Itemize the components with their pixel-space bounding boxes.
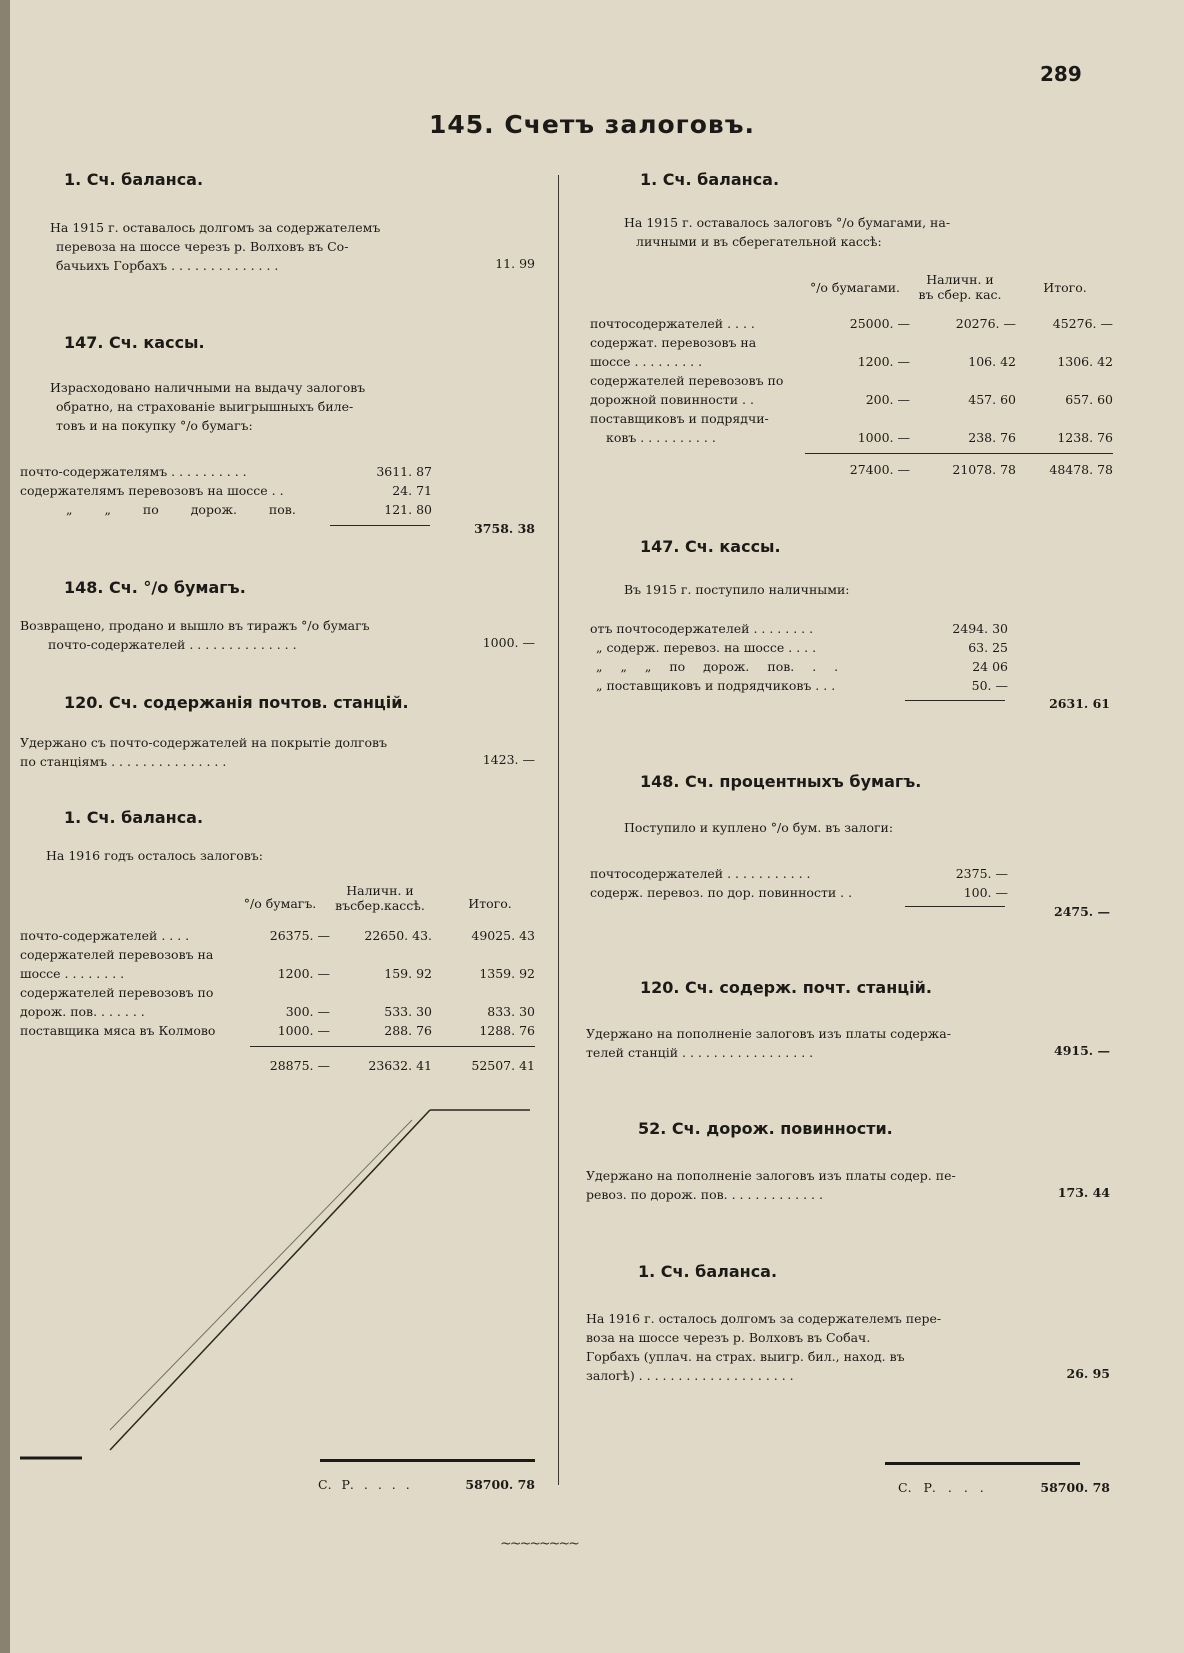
- left-s5-row-c3: 1359. 92: [479, 966, 535, 981]
- right-s1-table-rule: [805, 453, 1113, 454]
- right-s5-text: Удержано на пополненіе залоговъ изъ платы содер. пе- ревоз. по дорож. пов. . . . . . . . . . . . .: [586, 1168, 956, 1202]
- left-s5-row-c2: 288. 76: [384, 1023, 432, 1038]
- left-footer-label: С. Р. . . . .: [318, 1477, 410, 1492]
- right-footer-label: С. Р. . . .: [898, 1480, 984, 1495]
- left-s2-row-label: содержателямъ перевозовъ на шоссе . .: [20, 483, 284, 498]
- right-s1-row-label: содержателей перевозовъ по: [590, 373, 784, 388]
- left-s5-row-c2: 533. 30: [384, 1004, 432, 1019]
- right-s4-amount: 4915. —: [1054, 1043, 1110, 1058]
- left-s5-total-c3: 52507. 41: [471, 1058, 535, 1073]
- left-s5-row-c2: 159. 92: [384, 966, 432, 981]
- page-ornament: ~~~~~~~~: [500, 1536, 578, 1552]
- right-s1-row-label-cont: шоссе . . . . . . . . .: [590, 354, 703, 369]
- left-s5-total-c1: 28875. —: [269, 1058, 330, 1073]
- left-s5-row-c3: 1288. 76: [479, 1023, 535, 1038]
- right-s3-total: 2475. —: [1054, 904, 1110, 919]
- right-s2-row-value: 24 06: [972, 659, 1008, 674]
- left-s2-row-value: 3611. 87: [376, 464, 432, 479]
- right-s1-row-label: содержат. перевозовъ на: [590, 335, 757, 350]
- right-s4-text: Удержано на пополненіе залоговъ изъ платы содержа- телей станцій . . . . . . . . . . . . . . . . .: [586, 1026, 951, 1060]
- left-s5-col2-header: Наличн. и въсбер.кассѣ.: [335, 883, 425, 913]
- right-s1-row-c1: 25000. —: [849, 316, 910, 331]
- right-s1-text: На 1915 г. оставалось залоговъ °/о бумагами, на- личными и въ сберегательной кассѣ:: [624, 215, 951, 249]
- left-s5-row-label: содержателей перевозовъ на: [20, 947, 214, 962]
- page-number: 289: [1040, 62, 1082, 86]
- right-s1-row-c2: 20276. —: [955, 316, 1016, 331]
- right-s2-subtotal-rule: [905, 700, 1005, 701]
- left-s5-total-c2: 23632. 41: [368, 1058, 432, 1073]
- right-s6-amount: 26. 95: [1066, 1366, 1110, 1381]
- right-s1-total-c2: 21078. 78: [952, 462, 1016, 477]
- left-footer-rule: [320, 1459, 535, 1462]
- right-s1-total-c3: 48478. 78: [1049, 462, 1113, 477]
- left-s3-text: Возвращено, продано и вышло въ тиражъ °/о бумагъ почто-содержателей . . . . . . . . . . . . . .: [20, 618, 370, 652]
- left-s2-heading: 147. Сч. кассы.: [64, 333, 205, 352]
- right-s2-row-label: „ поставщиковъ и подрядчиковъ . . .: [596, 678, 836, 693]
- right-s1-row-c1: 200. —: [865, 392, 910, 407]
- right-s1-row-label: почтосодержателей . . . .: [590, 316, 755, 331]
- left-s5-col1-header: °/о бумагъ.: [243, 896, 317, 911]
- right-s1-row-label: поставщиковъ и подрядчи-: [590, 411, 769, 426]
- right-s1-row-c2: 238. 76: [968, 430, 1016, 445]
- right-s3-row-value: 2375. —: [955, 866, 1008, 881]
- left-s5-row-label: содержателей перевозовъ по: [20, 985, 214, 1000]
- right-s3-subtotal-rule: [905, 906, 1005, 907]
- right-s2-total: 2631. 61: [1049, 696, 1110, 711]
- right-s1-row-c3: 1238. 76: [1057, 430, 1113, 445]
- right-s1-row-c1: 1200. —: [857, 354, 910, 369]
- right-s2-row-label: „ „ „ по дорож. пов. . .: [596, 659, 839, 674]
- left-s2-total: 3758. 38: [474, 521, 535, 536]
- right-s5-heading: 52. Сч. дорож. повинности.: [638, 1119, 893, 1138]
- right-s2-heading: 147. Сч. кассы.: [640, 537, 781, 556]
- right-s1-row-c3: 1306. 42: [1057, 354, 1113, 369]
- left-s5-row-c3: 833. 30: [487, 1004, 535, 1019]
- left-s5-heading: 1. Сч. баланса.: [64, 808, 204, 827]
- right-s3-text: Поступило и куплено °/о бум. въ залоги:: [624, 820, 894, 835]
- left-s2-row-value: 121. 80: [384, 502, 432, 517]
- right-s1-col1-header: °/о бумагами.: [809, 280, 901, 295]
- right-s3-row-value: 100. —: [963, 885, 1008, 900]
- right-s3-row-label: почтосодержателей . . . . . . . . . . .: [590, 866, 811, 881]
- left-s5-row-label: поставщика мяса въ Колмово: [20, 1023, 216, 1038]
- left-s2-row-label: „ „ по дорож. пов.: [66, 502, 296, 517]
- left-s3-heading: 148. Сч. °/о бумагъ.: [64, 578, 246, 597]
- right-s1-row-c2: 106. 42: [968, 354, 1016, 369]
- right-s2-row-value: 50. —: [971, 678, 1008, 693]
- left-s5-row-c1: 300. —: [285, 1004, 330, 1019]
- page-title: 145. Счетъ залоговъ.: [428, 110, 756, 139]
- right-s2-row-value: 63. 25: [968, 640, 1008, 655]
- right-s1-heading: 1. Сч. баланса.: [640, 170, 780, 189]
- left-s5-col3-header: Итого.: [468, 896, 512, 911]
- left-s5-row-c2: 22650. 43.: [364, 928, 432, 943]
- right-s1-row-label-cont: ковъ . . . . . . . . . .: [606, 430, 716, 445]
- left-s5-row-label: почто-содержателей . . . .: [20, 928, 190, 943]
- right-s1-row-c3: 45276. —: [1052, 316, 1113, 331]
- right-s2-row-label: „ содерж. перевоз. на шоссе . . . .: [596, 640, 817, 655]
- right-s3-row-label: содерж. перевоз. по дор. повинности . .: [590, 885, 853, 900]
- left-s5-row-c1: 1000. —: [277, 1023, 330, 1038]
- left-s1-text: На 1915 г. оставалось долгомъ за содержателемъ перевоза на шоссе черезъ р. Волховъ въ Со- бачьихъ Горбахъ . . . . . . . . . . . . . .: [50, 220, 381, 273]
- right-s4-heading: 120. Сч. содерж. почт. станцій.: [640, 978, 932, 997]
- left-s5-row-c1: 26375. —: [269, 928, 330, 943]
- right-footer-rule: [885, 1462, 1080, 1465]
- left-s1-heading: 1. Сч. баланса.: [64, 170, 204, 189]
- right-footer-amount: 58700. 78: [1040, 1480, 1110, 1495]
- left-s1-amount: 11. 99: [495, 256, 535, 271]
- right-s1-row-c1: 1000. —: [857, 430, 910, 445]
- right-s3-heading: 148. Сч. процентныхъ бумагъ.: [640, 772, 922, 791]
- right-s6-heading: 1. Сч. баланса.: [638, 1262, 778, 1281]
- right-s1-col3-header: Итого.: [1043, 280, 1087, 295]
- left-s2-row-label: почто-содержателямъ . . . . . . . . . .: [20, 464, 247, 479]
- left-s4-text: Удержано съ почто-содержателей на покрытіе долговъ по станціямъ . . . . . . . . . . . . . . .: [20, 735, 388, 769]
- left-s2-row-value: 24. 71: [392, 483, 432, 498]
- left-s5-row-label-cont: шоссе . . . . . . . .: [20, 966, 125, 981]
- right-s2-row-value: 2494. 30: [952, 621, 1008, 636]
- right-s1-row-label-cont: дорожной повинности . .: [590, 392, 754, 407]
- right-s1-total-c1: 27400. —: [849, 462, 910, 477]
- right-s1-row-c2: 457. 60: [968, 392, 1016, 407]
- left-s5-text: На 1916 годъ осталось залоговъ:: [46, 848, 263, 863]
- right-s1-col2-header: Наличн. и въ сбер. кас.: [918, 272, 1002, 302]
- left-filler-diagonal: [0, 0, 560, 1653]
- left-s5-row-c1: 1200. —: [277, 966, 330, 981]
- left-footer-amount: 58700. 78: [465, 1477, 535, 1492]
- left-s4-amount: 1423. —: [482, 752, 535, 767]
- left-s4-heading: 120. Сч. содержанія почтов. станцій.: [64, 693, 409, 712]
- left-s5-row-label-cont: дорож. пов. . . . . . .: [20, 1004, 145, 1019]
- right-s2-row-label: отъ почтосодержателей . . . . . . . .: [590, 621, 814, 636]
- right-s1-row-c3: 657. 60: [1065, 392, 1113, 407]
- left-s5-row-c3: 49025. 43: [471, 928, 535, 943]
- right-s6-text: На 1916 г. осталось долгомъ за содержателемъ пере- воза на шоссе черезъ р. Волховъ въ Собач. Горбахъ (уплач. на страх. выигр. бил., наход. въ залогѣ) . . . . . . . . . . . . . . . . . . . .: [586, 1311, 942, 1383]
- left-s3-amount: 1000. —: [482, 635, 535, 650]
- right-s2-text: Въ 1915 г. поступило наличными:: [624, 582, 850, 597]
- left-s2-text: Израсходовано наличными на выдачу залоговъ обратно, на страхованіе выигрышныхъ биле- товъ и на покупку °/о бумагъ:: [50, 380, 366, 433]
- right-s5-amount: 173. 44: [1057, 1185, 1110, 1200]
